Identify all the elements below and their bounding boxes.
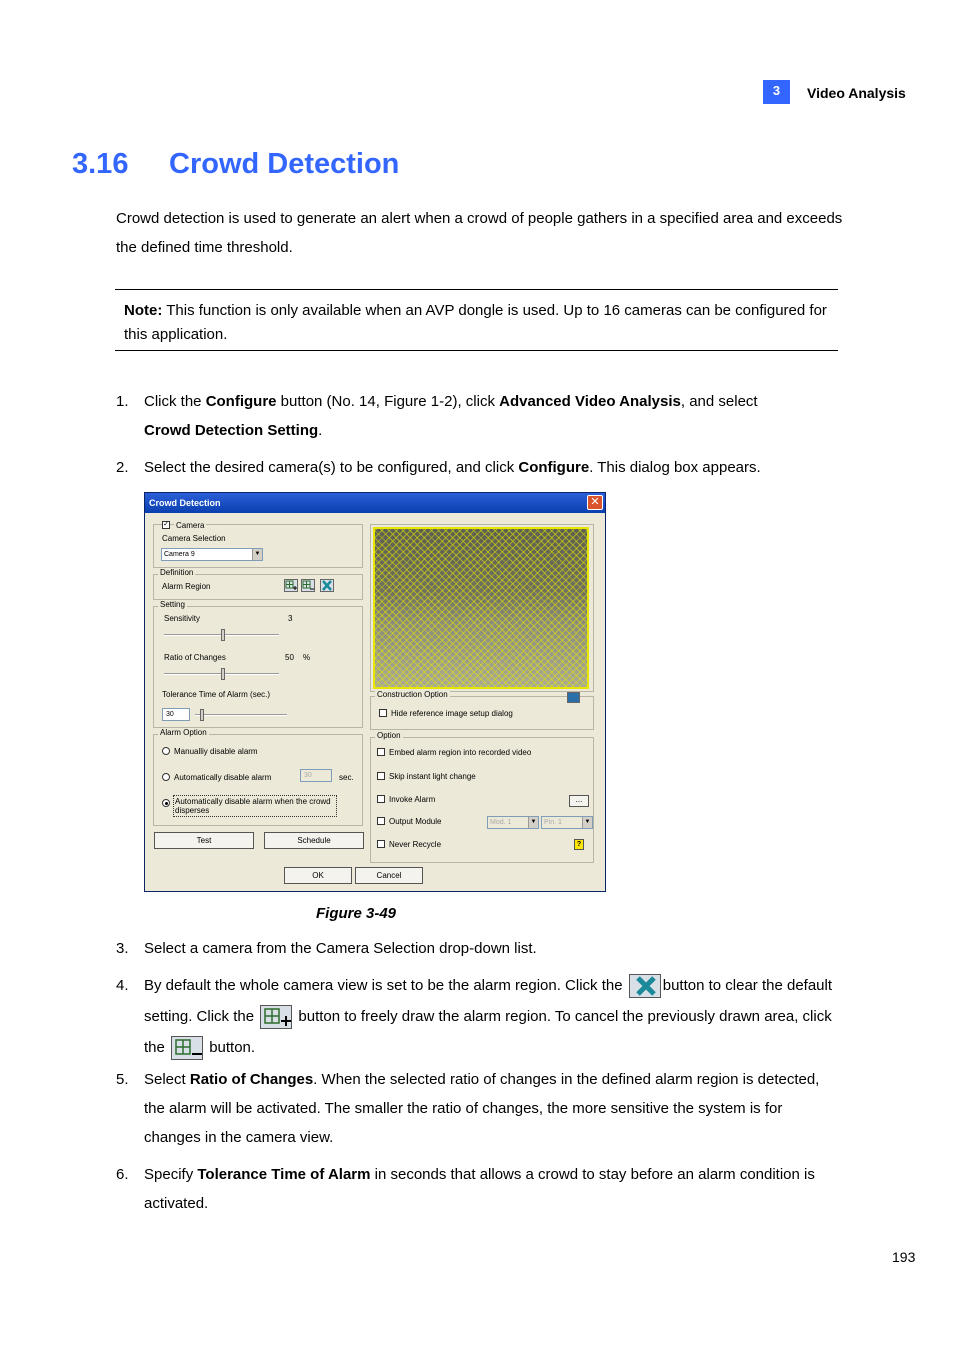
crowd-disperses-label	[173, 795, 337, 817]
text-run: By default the whole camera view is set to be the alarm region. Click the	[144, 977, 627, 994]
text-run: button.	[205, 1039, 256, 1056]
ratio-unit: %	[303, 653, 311, 662]
clear-region-inline-icon	[629, 974, 661, 998]
tolerance-slider[interactable]	[195, 714, 287, 716]
text-run: Select the desired camera(s) to be configured, and click	[144, 459, 519, 476]
chevron-down-icon: ▼	[582, 817, 592, 828]
module-dropdown[interactable]	[487, 816, 539, 829]
grid-minus-icon	[172, 1037, 202, 1059]
step-text	[144, 453, 836, 482]
invoke-alarm-label: Invoke Alarm	[389, 795, 436, 804]
text-run: Select	[144, 1071, 190, 1088]
chevron-down-icon: ▼	[252, 549, 262, 560]
auto-disable-radio[interactable]	[162, 773, 170, 781]
camera-group	[153, 524, 363, 568]
grid-minus-icon	[302, 580, 314, 591]
text-run: . When the selected ratio of changes in the defined alarm region is detected, the alarm will be activated. The smaller the ratio of changes, the more sensitive the system is for changes in the camera view.	[144, 1071, 820, 1146]
text-run: Click the	[144, 393, 206, 410]
auto-disable-unit: sec.	[339, 773, 354, 782]
camera-label: Camera	[176, 521, 205, 530]
step-3	[116, 934, 836, 963]
pin-value: Pin. 1	[544, 819, 562, 826]
tolerance-input[interactable]: 30	[162, 708, 190, 721]
pin-dropdown[interactable]	[541, 816, 593, 829]
ratio-label: Ratio of Changes	[164, 653, 226, 662]
test-button[interactable]: Test	[154, 832, 254, 849]
alarm-region-label: Alarm Region	[162, 582, 211, 591]
text-run: button to clear the default setting. Click the	[144, 977, 833, 1025]
help-icon[interactable]: ?	[574, 839, 584, 850]
grid-plus-icon	[261, 1006, 291, 1028]
auto-disable-label: Automatically disable alarm	[174, 773, 272, 782]
module-value: Mod. 1	[490, 819, 512, 826]
step-number: 2.	[116, 459, 129, 476]
ratio-thumb[interactable]	[221, 668, 225, 680]
camera-selection-dropdown[interactable]	[161, 548, 263, 561]
invoke-alarm-checkbox[interactable]	[377, 795, 385, 803]
cancel-region-inline-icon	[171, 1036, 203, 1060]
bold-run: Configure	[518, 459, 590, 476]
option-label: Option	[377, 731, 401, 740]
step-6	[116, 1160, 836, 1218]
intro-paragraph: Crowd detection is used to generate an alert when a crowd of people gathers in a specified area and exceeds the defined time threshold.	[116, 210, 843, 256]
output-module-checkbox[interactable]	[377, 817, 385, 825]
manual-disable-label: Manualliy disable alarm	[174, 747, 258, 756]
never-recycle-label: Never Recycle	[389, 840, 442, 849]
text-run: button to freely draw the alarm region. To cancel the previously drawn area, click the	[144, 1008, 832, 1056]
section-title: Crowd Detection	[169, 148, 400, 180]
crowd-disperses-radio[interactable]	[162, 799, 170, 807]
camera-snapshot-icon[interactable]	[567, 692, 580, 703]
chapter-title: Video Analysis	[807, 85, 906, 101]
text-run: button (No. 14, Figure 1-2), click	[276, 393, 500, 410]
draw-region-button[interactable]	[284, 579, 298, 592]
crowd-label-line-1: Automatically disable alarm when the crowd	[175, 797, 331, 806]
bold-run: Advanced Video Analysis	[499, 393, 681, 410]
hide-reference-checkbox[interactable]	[379, 709, 387, 717]
step-number: 4.	[116, 977, 129, 994]
ok-button[interactable]: OK	[284, 867, 352, 884]
text-run: . This dialog box appears.	[589, 459, 761, 476]
cancel-button[interactable]: Cancel	[355, 867, 423, 884]
camera-checkbox[interactable]: ✓	[163, 521, 169, 528]
embed-region-checkbox[interactable]	[377, 748, 385, 756]
output-module-label: Output Module	[389, 817, 442, 826]
tolerance-thumb[interactable]	[200, 709, 204, 721]
bold-run: Configure	[205, 393, 277, 410]
text-run: in seconds that allows a crowd to stay before an alarm condition is activated.	[144, 1166, 815, 1212]
chevron-down-icon: ▼	[528, 817, 538, 828]
bold-run: Ratio of Changes	[189, 1071, 314, 1088]
step-4	[116, 970, 836, 1063]
sensitivity-thumb[interactable]	[221, 629, 225, 641]
figure-caption: Figure 3-49	[316, 905, 397, 922]
clear-region-button[interactable]	[320, 579, 334, 592]
section-heading	[72, 148, 399, 181]
skip-light-change-checkbox[interactable]	[377, 772, 385, 780]
definition-label: Definition	[160, 568, 194, 577]
bold-run: Tolerance Time of Alarm	[197, 1166, 371, 1183]
step-text	[144, 387, 836, 445]
step-number: 3.	[116, 940, 129, 957]
crowd-label-line-2: disperses	[175, 806, 210, 815]
hide-reference-label: Hide reference image setup dialog	[391, 709, 513, 718]
tolerance-label: Tolerance Time of Alarm (sec.)	[162, 690, 271, 699]
step-number: 1.	[116, 393, 129, 410]
note-box	[115, 289, 838, 351]
step-text	[144, 970, 836, 1063]
step-text	[144, 1065, 836, 1152]
step-number: 5.	[116, 1071, 129, 1088]
sensitivity-label: Sensitivity	[164, 614, 201, 623]
camera-value: Camera 9	[164, 551, 195, 558]
crowd-detection-dialog	[144, 492, 606, 892]
draw-region-inline-icon	[260, 1005, 292, 1029]
setting-label: Setting	[160, 600, 185, 609]
auto-disable-seconds-input[interactable]: 30	[300, 769, 332, 782]
note-text: This function is only available when an AVP dongle is used. Up to 16 cameras can be configured for this application.	[124, 302, 827, 343]
camera-selection-label: Camera Selection	[162, 534, 226, 543]
cancel-region-button[interactable]	[301, 579, 315, 592]
schedule-button[interactable]: Schedule	[264, 832, 364, 849]
bold-run: Crowd Detection Setting	[144, 422, 319, 439]
note-label: Note:	[124, 302, 163, 319]
chapter-number-badge: 3	[763, 80, 790, 104]
invoke-alarm-settings-button[interactable]: ...	[569, 795, 589, 807]
construction-option-label: Construction Option	[377, 690, 448, 699]
embed-region-label: Embed alarm region into recorded video	[389, 748, 532, 757]
dialog-titlebar: Crowd Detection	[145, 493, 605, 513]
ratio-value: 50	[285, 653, 294, 662]
step-text	[144, 1160, 836, 1218]
clear-x-icon	[630, 975, 660, 997]
sensitivity-value: 3	[288, 614, 293, 623]
step-number: 6.	[116, 1166, 129, 1183]
text-run: Specify	[144, 1166, 198, 1183]
step-2	[116, 453, 836, 482]
step-1	[116, 387, 836, 445]
close-button[interactable]: ✕	[587, 495, 603, 510]
manual-disable-radio[interactable]	[162, 747, 170, 755]
clear-x-icon	[321, 580, 333, 591]
alarm-option-label: Alarm Option	[160, 728, 207, 737]
grid-plus-icon	[285, 580, 297, 591]
text-run: .	[318, 422, 323, 439]
camera-preview-image[interactable]	[373, 527, 589, 689]
skip-light-change-label: Skip instant light change	[389, 772, 476, 781]
step-5	[116, 1065, 836, 1152]
text-run: , and select	[680, 393, 758, 410]
never-recycle-checkbox[interactable]	[377, 840, 385, 848]
step-text: Select a camera from the Camera Selection drop-down list.	[144, 940, 537, 957]
section-number: 3.16	[72, 148, 129, 180]
page-number: 193	[892, 1249, 916, 1265]
